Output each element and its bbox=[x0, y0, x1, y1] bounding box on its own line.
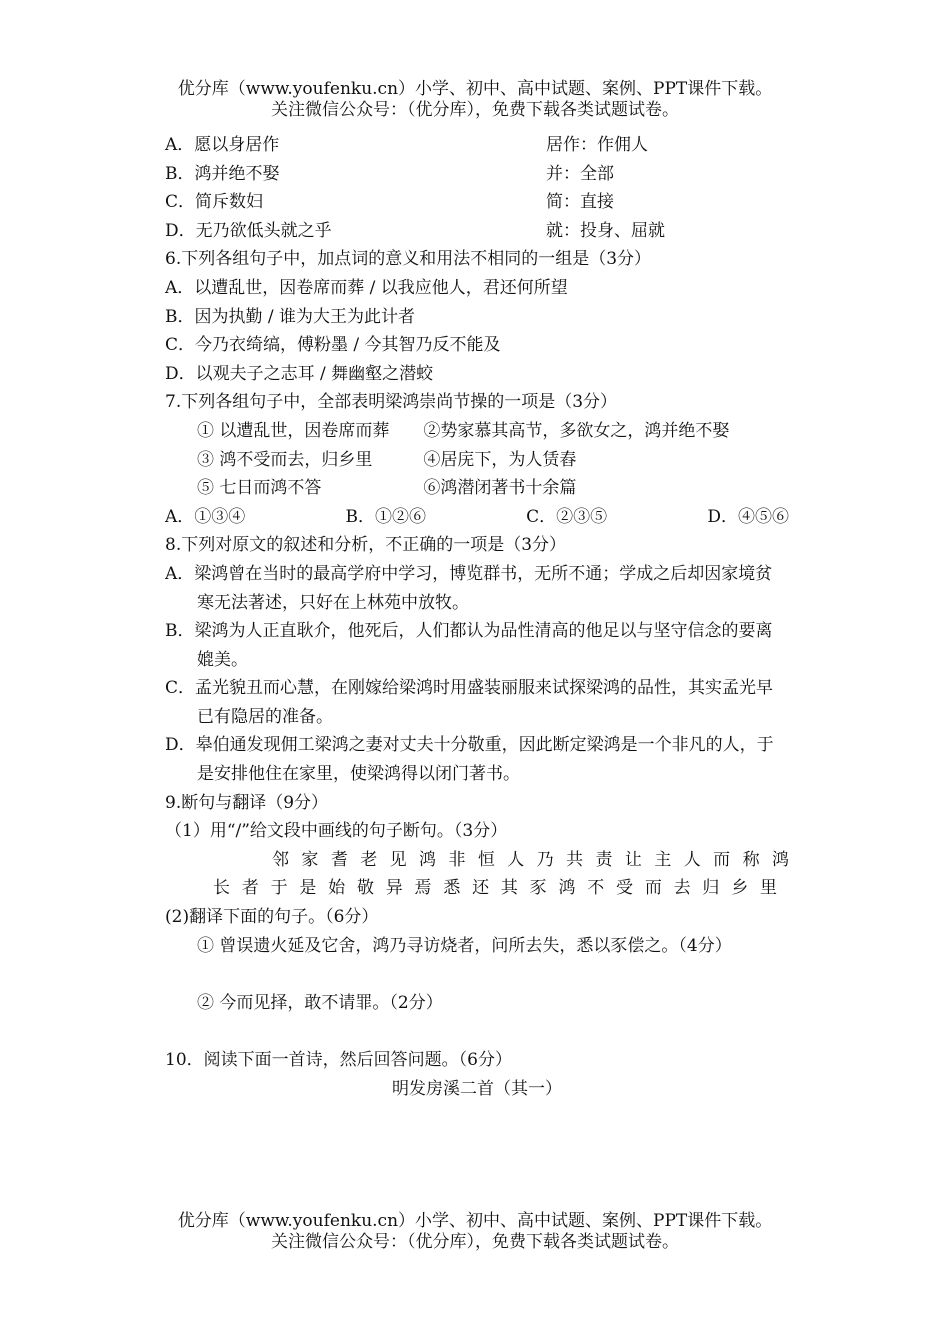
document-body bbox=[165, 131, 789, 1103]
q5-option-gloss: 就：投身、屈就 bbox=[546, 220, 665, 241]
q5-option-a bbox=[165, 131, 789, 160]
q7-option-b: B．①②⑥ bbox=[345, 506, 426, 527]
q5-option-text: B．鸿并绝不娶 bbox=[165, 163, 280, 184]
poem-title: 明发房溪二首（其一） bbox=[392, 1078, 562, 1099]
q5-option-text: A．愿以身居作 bbox=[165, 135, 280, 155]
q6-option-c: C．今乃衣绮缟，傅粉墨 / 今其智乃反不能及 bbox=[165, 335, 501, 356]
q8-option-c: C．孟光貌丑而心慧，在刚嫁给梁鸿时用盛装丽服来试探梁鸿的品性，其实孟光早已有隐居的准备。 bbox=[165, 678, 774, 727]
q9-sub-1: （1）用“/”给文段中画线的句子断句。（3分） bbox=[165, 821, 508, 842]
q5-option-b bbox=[165, 160, 789, 189]
q7-option-a: A．①③④ bbox=[165, 506, 246, 527]
q8-stem: 8.下列对原文的叙述和分析，不正确的一项是（3分） bbox=[165, 535, 567, 556]
q6-option-b: B．因为执勤 / 谁为大王为此计者 bbox=[165, 306, 416, 327]
q6-stem: 6.下列各组句子中，加点词的意义和用法不相同的一组是（3分） bbox=[165, 249, 652, 270]
q9-translate-2: ② 今而见择，敢不请罪。（2分） bbox=[197, 992, 443, 1013]
footer-line-2: 关注微信公众号：（优分库），免费下载各类试题试卷。 bbox=[271, 1232, 679, 1252]
q9-sub-2: (2)翻译下面的句子。（6分） bbox=[165, 907, 379, 928]
q5-option-gloss: 并：全部 bbox=[546, 163, 614, 184]
q9-passage-line-2: 长 者 于 是 始 敬 异 焉 悉 还 其 豕 鸿 不 受 而 去 归 乡 里 bbox=[213, 878, 777, 899]
q5-option-gloss: 简：直接 bbox=[546, 192, 614, 213]
q7-options bbox=[165, 503, 789, 532]
q6-option-d: D．以观夫子之志耳 / 舞幽壑之潜蛟 bbox=[165, 363, 434, 384]
q7-items-line-1: ① 以遭乱世，因卷席而葬 ②势家慕其高节，多欲女之，鸿并绝不娶 bbox=[197, 420, 730, 441]
answer-space bbox=[165, 960, 789, 989]
q8-option-b: B．梁鸿为人正直耿介，他死后，人们都认为品性清高的他足以与坚守信念的要离媲美。 bbox=[165, 621, 773, 670]
header-line-1: 优分库（www.youfenku.cn）小学、初中、高中试题、案例、PPT课件下载。 bbox=[177, 79, 773, 99]
q7-items-line-3: ⑤ 七日而鸿不答 ⑥鸿潜闭著书十余篇 bbox=[197, 478, 577, 499]
q10-stem: 10．阅读下面一首诗，然后回答问题。（6分） bbox=[165, 1050, 512, 1070]
q5-option-text: C．简斥数妇 bbox=[165, 192, 264, 213]
q7-option-d: D．④⑤⑥ bbox=[707, 506, 789, 527]
q9-translate-1: ① 曾误遗火延及它舍，鸿乃寻访烧者，问所去失，悉以豕偿之。（4分） bbox=[197, 935, 732, 956]
q6-option-a: A．以遭乱世，因卷席而葬 / 以我应他人，君还何所望 bbox=[165, 277, 568, 298]
page-header bbox=[0, 79, 950, 121]
q7-stem: 7.下列各组句子中，全部表明梁鸿崇尚节操的一项是（3分） bbox=[165, 392, 618, 413]
q9-stem: 9.断句与翻译（9分） bbox=[165, 792, 329, 813]
q7-option-c: C．②③⑤ bbox=[526, 506, 608, 527]
q8-option-a: A．梁鸿曾在当时的最高学府中学习，博览群书，无所不通；学成之后却因家境贫寒无法著述，只好在上林苑中放牧。 bbox=[165, 563, 773, 613]
q5-option-gloss: 居作：作佣人 bbox=[546, 135, 648, 155]
q5-option-c bbox=[165, 188, 789, 217]
footer-line-1: 优分库（www.youfenku.cn）小学、初中、高中试题、案例、PPT课件下载。 bbox=[177, 1211, 773, 1231]
answer-space bbox=[165, 1017, 789, 1046]
q5-option-d bbox=[165, 217, 789, 246]
header-line-2: 关注微信公众号：（优分库），免费下载各类试题试卷。 bbox=[271, 100, 679, 120]
q5-option-text: D．无乃欲低头就之乎 bbox=[165, 220, 332, 241]
q9-passage-line-1: 邻 家 耆 老 见 鸿 非 恒 人 乃 共 责 让 主 人 而 称 鸿 bbox=[272, 849, 789, 870]
q7-items-line-2: ③ 鸿不受而去，归乡里 ④居庑下，为人赁舂 bbox=[197, 449, 577, 470]
q8-option-d: D．皋伯通发现佣工梁鸿之妻对丈夫十分敬重，因此断定梁鸿是一个非凡的人，于是安排他住在家里，使梁鸿得以闭门著书。 bbox=[165, 735, 774, 785]
page-footer bbox=[0, 1211, 950, 1253]
